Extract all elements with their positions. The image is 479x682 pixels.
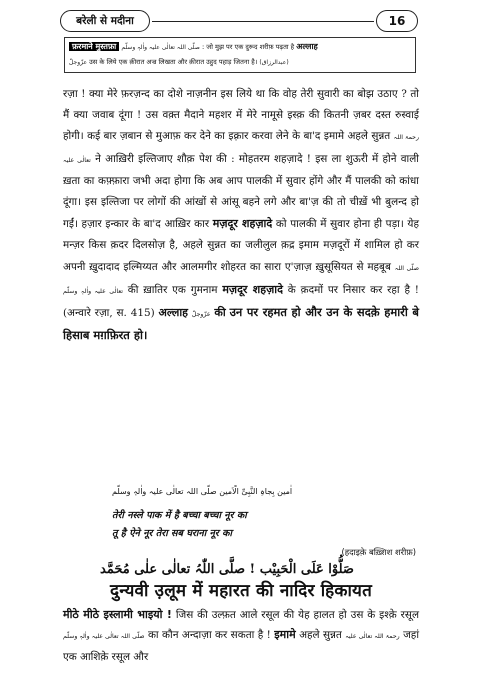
farman-label: फ़रमाने मुस्तफ़ा <box>69 42 119 51</box>
para-text-1: रज़ा ! क्या मेरे फ़रज़न्द का दोशे नाज़नीन इस लिये था कि वोह तेरी सुवारी का बोझ उठाए ? तो मैं क्या जवाब दूंगा ! उस वक़्त मैदाने महशर में मेरे नामूसे इस्क़ की कितनी ज़बर दस्त रुस्वाई होगी। कई बार ज़बान से मुआफ़ कर देने का इक़्रार करवा लेने के बा'द इमामे अहले सुन्नत <box>63 88 419 143</box>
para2-text-1: जिस की उल्फ़त आले रसूल की येह हालत हो उस के इश्क़े रसूल <box>175 609 419 621</box>
hadith-text-a: : जो मुझ पर एक दुरूद शरीफ़ पढ़ता है <box>201 43 295 51</box>
hadith-box <box>64 37 416 73</box>
book-title: बरेली से मदीना <box>60 10 150 32</box>
closing-prayer: उन पर रहमत हो और उन के सदक़े हमारी बे हिसाब मग़फ़िरत हो। <box>63 305 419 343</box>
para-text-2: ने आख़िरी इल्तिजाए शौक़ पेश की : मोहतरम शहज़ादे ! इस ला शुऊरी में होने वाली ख़ता का कफ़्फ़ारा जभी अदा होगा कि अब आप पालकी में सुवार होंगे और मैं पालकी को कांधा दूंगा। इस इल्तिजा पर लोगों की आंखों से आंसू बहने लगे और बा'ज़ की तो चीख़ें भी बुलन्द हो गईं। हज़ार इन्कार के बा'द आख़िर कार <box>63 152 419 231</box>
rahmat-text: رحمۃ اللہ تعالٰی علیہ <box>63 134 419 164</box>
section-heading: दुन्यवी उ़लूम में महारत की नादिर हिकायत <box>110 581 372 601</box>
lead-text: मीठे मीठे इस्लामी भाइयो ! <box>63 608 172 621</box>
salla-text-2: صلّی اللہ تعالٰی علیہ واٰلہٖ وسلّم <box>63 633 145 640</box>
salutation-text: صلّی اللہ تعالٰی علیہ واٰلہٖ وسلّم <box>121 44 200 51</box>
para2-text-4: जहां एक आशिक़े रसूल और <box>63 629 420 663</box>
page-number: 16 <box>376 10 418 32</box>
hadith-text-b: उस के लिये एक क़ीरात अज्र लिखता और क़ीरात उहुद पहाड़ जितना है। <box>89 58 258 66</box>
majdoor-shahzade-2: मज़दूर शहज़ादे <box>222 282 283 296</box>
para2-text-3: अहले सुन्नत <box>299 629 342 641</box>
azzawajal-text: عزّوجلّ <box>69 59 88 66</box>
imame-word: इमामे <box>274 628 296 641</box>
hadith-source: (عبدالرزاق) <box>259 59 289 66</box>
verse-source: (हदाइक़े बख़्शिश शरीफ़) <box>341 547 416 557</box>
para2-text-2: का कौन अन्दाज़ा कर सकता है ! <box>147 629 271 641</box>
ki-word: की <box>214 306 226 320</box>
page-header <box>60 10 418 32</box>
para-text-5: के क़दमों पर निसार कर रहा है ! (अन्वारे रज़ा, स. 415) <box>63 283 419 320</box>
majdoor-shahzade: मज़दूर शहज़ादे <box>212 217 273 231</box>
salat-line: صَلُّوْا عَلَی الْحَبِیْب ! صلَّی اللّٰہُ تعالٰی علٰی مُحَمَّد <box>100 562 354 577</box>
header-divider <box>152 21 374 22</box>
allah-word: अल्लाह <box>296 42 318 51</box>
ameen-line: اٰمین بِجاہِ النَّبِیِّ الْاَمین صلّی اللہ تعالٰی علیہ واٰلہٖ وسلّم <box>112 487 293 496</box>
verse-line-1: तेरी नस्ले पाक में है बच्चा बच्चा नूर का <box>112 510 247 521</box>
salla-text: صلّی اللہ تعالٰی علیہ واٰلہٖ وسلّم <box>63 264 419 295</box>
para-text-4: की ख़ातिर एक गुमनाम <box>127 283 218 296</box>
rahmat-text-2: رحمۃ اللہ تعالٰی علیہ <box>345 633 400 640</box>
main-paragraph <box>63 84 419 347</box>
verse-line-2: तू है ऐने नूर तेरा सब घराना नूर का <box>112 528 232 539</box>
azzawajal-text-2: عزّوجلّ <box>191 311 211 319</box>
para-text-3: को पालकी में सुवार होना ही पड़ा। येह मन्ज़र किस क़दर दिलसोज़ है, अहले सुन्नत का जलीलुल क़द्र इमाम मज़दूरों में शामिल हो कर अपनी ख़ुदादाद इल्मिय्यत और आलमगीर शोहरत का सारा ए'ज़ाज़ ख़ुसूसियत से महबूब <box>63 218 419 273</box>
allah-word-2: अल्लाह <box>158 306 189 320</box>
second-paragraph <box>63 605 419 667</box>
